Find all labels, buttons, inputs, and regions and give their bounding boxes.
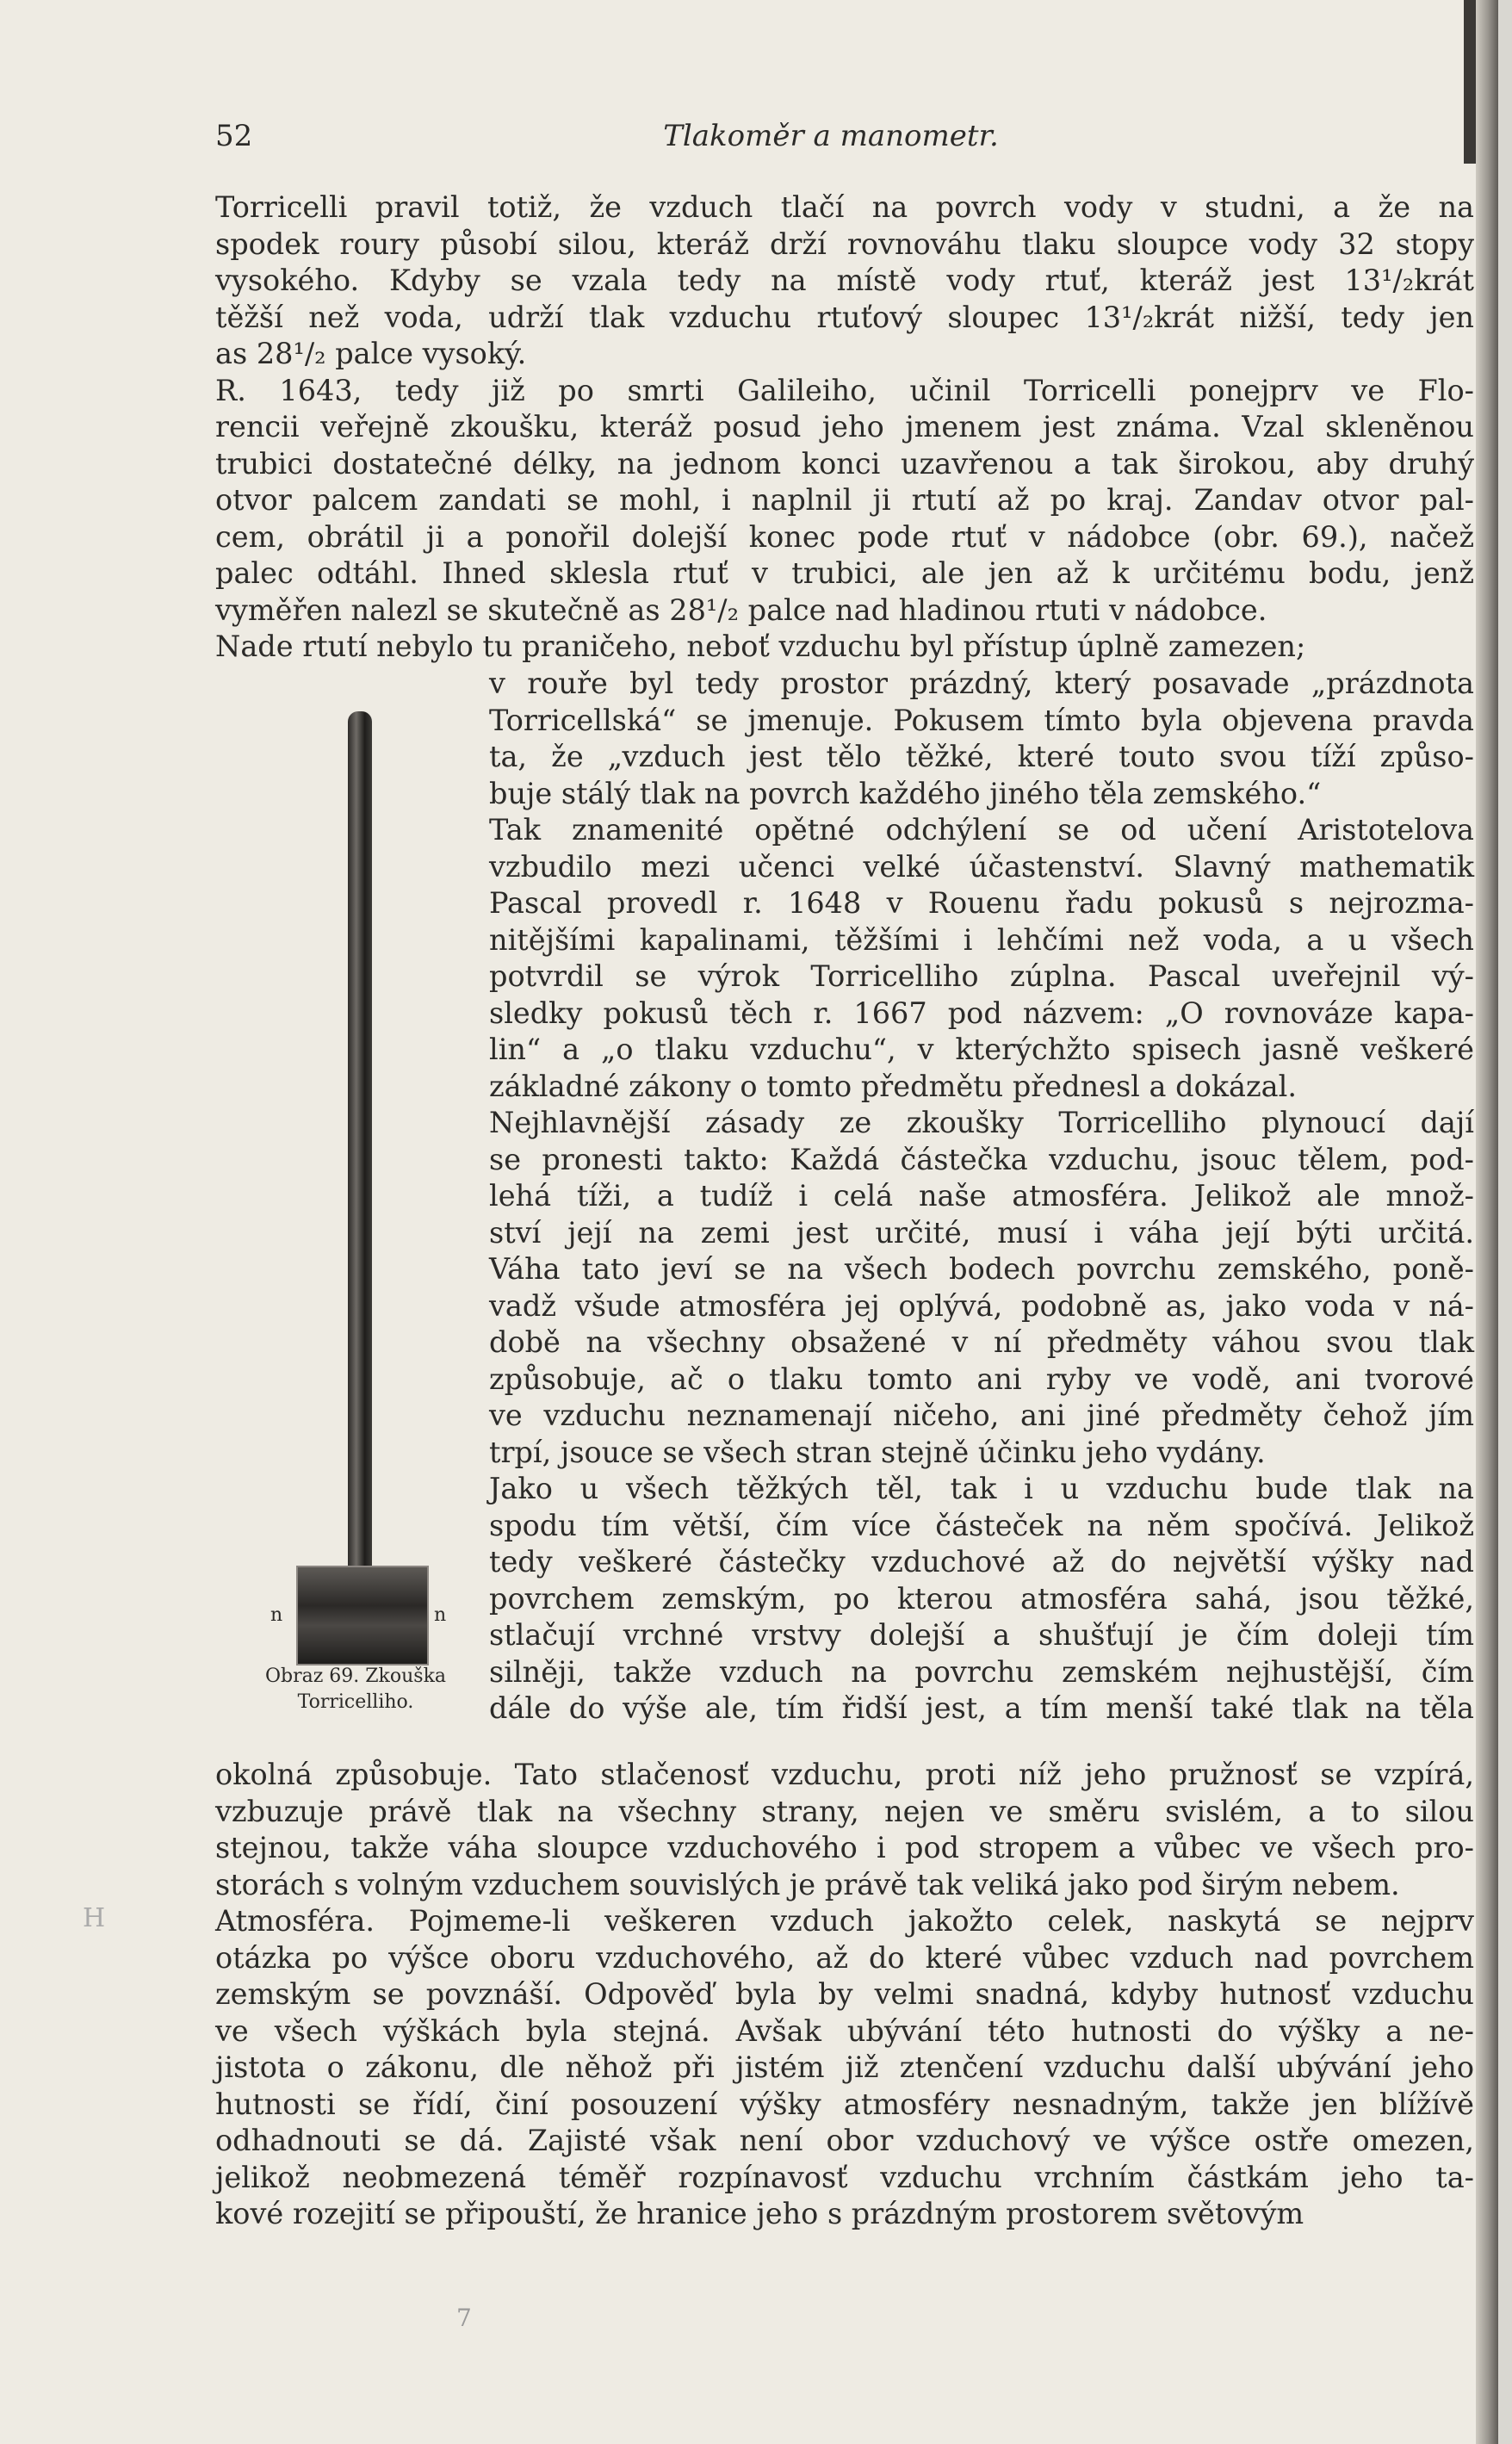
text-line: nitějšími kapalinami, těžšími i lehčími než voda, a u všech	[489, 922, 1474, 957]
caption-line-1: Obraz 69. Zkouška	[264, 1666, 447, 1687]
text-line: jistota o zákonu, dle něhož při jistém již ztenčení vzduchu další ubývání jeho	[215, 2050, 1474, 2084]
text-line: jelikož neobmezená téměř rozpínavosť vzduchu vrchním částkám jeho ta-	[215, 2160, 1474, 2194]
text-line: cem, obrátil ji a ponořil dolejší konec pode rtuť v nádobce (obr. 69.), načež	[215, 519, 1474, 554]
text-line: ství její na zemi jest určité, musí i váha její býti určitá.	[489, 1215, 1474, 1250]
text-line: otvor palcem zandati se mohl, i naplnil ji rtutí až po kraj. Zandav otvor pal-	[215, 483, 1474, 517]
text-line: se pronesti takto: Každá částečka vzduchu, jsouc tělem, pod-	[489, 1142, 1474, 1176]
text-line: okolná způsobuje. Tato stlačenosť vzduchu, proti níž jeho pružnosť se vzpírá,	[215, 1758, 1474, 1791]
text-line: lin“ a „o tlaku vzduchu“, v kterýchžto spisech jasně veškeré	[489, 1033, 1474, 1066]
text-line: vzbuzuje právě tlak na všechny strany, nejen ve směru svislém, a to silou	[215, 1794, 1474, 1828]
text-line: Torricelli pravil totiž, že vzduch tlačí na povrch vody v studni, a že na	[215, 190, 1474, 224]
text-line: zemským se povznáší. Odpověď byla by velmi snadná, kdyby hutnosť vzduchu	[215, 1977, 1474, 2011]
caption-line-2: Torricelliho.	[297, 1691, 414, 1713]
text-block-beside-figure	[489, 666, 1474, 1728]
text-line: základné zákony o tomto předmětu přednesl a dokázal.	[489, 1069, 1298, 1103]
text-line: spodu tím větší, čím více částeček na něm spočívá. Jelikož	[489, 1508, 1474, 1542]
text-line: Atmosféra. Pojmeme-li veškeren vzduch jakožto celek, naskytá se nejprv	[215, 1904, 1474, 1938]
text-line: otázka po výšce oboru vzduchového, až do které vůbec vzduch nad povrchem	[215, 1940, 1474, 1975]
text-line: způsobuje, ač o tlaku tomto ani ryby ve vodě, ani tvorové	[489, 1362, 1474, 1396]
text-line: rencii veřejně zkoušku, kteráž posud jeho jmenem jest známa. Vzal skleněnou	[215, 410, 1474, 444]
text-line: spodek roury působí silou, kteráž drží rovnováhu tlaku sloupce vody 32 stopy	[215, 226, 1474, 261]
text-line: vzbudilo mezi učenci velké účastenství. Slavný mathematik	[489, 849, 1474, 884]
margin-mark: H	[83, 1903, 106, 1933]
text-line: vysokého. Kdyby se vzala tedy na místě vody rtuť, kteráž jest 13¹/₂krát	[215, 264, 1474, 297]
text-line: Váha tato jeví se na všech bodech povrchu zemského, poně-	[489, 1252, 1474, 1286]
text-line: povrchem zemským, po kterou atmosféra sahá, jsou těžké,	[489, 1581, 1474, 1616]
text-block-bottom	[215, 1757, 1474, 2233]
text-line: silněji, takže vzduch na povrchu zemském nejhustější, čím	[489, 1654, 1474, 1689]
text-line: R. 1643, tedy již po smrti Galileiho, učinil Torricelli ponejprv ve Flo-	[215, 373, 1474, 407]
text-line: ve vzduchu neznamenají ničeho, ani jiné předměty čehož jím	[489, 1399, 1474, 1432]
text-line: době na všechny obsažené v ní předměty váhou svou tlak	[489, 1325, 1474, 1359]
book-spine	[1476, 0, 1498, 2444]
text-line: ve všech výškách byla stejná. Avšak ubývání této hutnosti do výšky a ne-	[215, 2013, 1474, 2048]
text-line: palec odtáhl. Ihned sklesla rtuť v trubici, ale jen až k určitému bodu, jenž	[215, 556, 1474, 590]
torricelli-figure	[258, 704, 456, 1738]
text-line: Pascal provedl r. 1648 v Rouenu řadu pokusů s nejrozma-	[489, 886, 1474, 920]
text-line: stlačují vrchné vrstvy dolejší a shušťují je čím doleji tím	[489, 1618, 1474, 1652]
mercury-dish	[296, 1566, 429, 1666]
text-line: kové rozejití se připouští, že hranice jeho s prázdným prostorem světovým	[215, 2197, 1304, 2230]
mercury-level-label-right: n	[434, 1604, 447, 1626]
text-line: v rouře byl tedy prostor prázdný, který posavade „prázdnota	[489, 667, 1474, 700]
text-line: buje stálý tlak na povrch každého jiného těla zemského.“	[489, 776, 1322, 810]
text-line: sledky pokusů těch r. 1667 pod názvem: „O rovnováze kapa-	[489, 996, 1474, 1030]
text-line: tedy veškeré částečky vzduchové až do největší výšky nad	[489, 1545, 1474, 1579]
text-line: stejnou, takže váha sloupce vzduchového i pod stropem a vůbec ve všech pro-	[215, 1831, 1474, 1864]
text-line: Jako u všech těžkých těl, tak i u vzduchu bude tlak na	[489, 1472, 1474, 1505]
text-line: Nade rtutí nebylo tu praničeho, neboť vzduchu byl přístup úplně zamezen;	[215, 630, 1306, 663]
bottom-mark: 7	[456, 2304, 472, 2332]
text-line: lehá tíži, a tudíž i celá naše atmosféra. Jelikož ale množ-	[489, 1179, 1474, 1213]
text-line: odhadnouti se dá. Zajisté však není obor vzduchový ve výšce ostře omezen,	[215, 2124, 1474, 2157]
text-line: Torricellská“ se jmenuje. Pokusem tímto byla objevena pravda	[489, 703, 1474, 737]
text-line: Nejhlavnější zásady ze zkoušky Torricelliho plynoucí dají	[489, 1106, 1474, 1139]
text-line: vyměřen nalezl se skutečně as 28¹/₂ palce nad hladinou rtuti v nádobce.	[215, 592, 1267, 627]
text-block-top	[215, 189, 1474, 666]
text-line: trpí, jsouce se všech stran stejně účinku jeho vydány.	[489, 1435, 1266, 1469]
page-header	[215, 119, 1447, 162]
figure-caption	[231, 1664, 480, 1715]
text-line: dále do výše ale, tím řidší jest, a tím menší také tlak na těla	[489, 1691, 1474, 1725]
text-line: Tak znamenité opětné odchýlení se od učení Aristotelova	[489, 813, 1474, 847]
mercury-level-label-left: n	[270, 1604, 283, 1626]
page-number: 52	[215, 119, 253, 153]
text-line: trubici dostatečné délky, na jednom konci uzavřenou a tak širokou, aby druhý	[215, 446, 1474, 481]
text-line: storách s volným vzduchem souvislých je právě tak veliká jako pod širým nebem.	[215, 1867, 1400, 1901]
text-line: těžší než voda, udrží tlak vzduchu rtuťový sloupec 13¹/₂krát nižší, tedy jen	[215, 300, 1474, 334]
text-line: potvrdil se výrok Torricelliho zúplna. Pascal uveřejnil vý-	[489, 959, 1474, 993]
text-line: vadž všude atmosféra jej oplývá, podobně as, jako voda v ná-	[489, 1288, 1474, 1323]
text-line: ta, že „vzduch jest tělo těžké, které touto svou tíží způso-	[489, 740, 1474, 773]
barometer-tube	[348, 711, 372, 1590]
running-title: Tlakoměr a manometr.	[663, 119, 999, 153]
text-line: as 28¹/₂ palce vysoký.	[215, 337, 527, 370]
text-line: hutnosti se řídí, činí posouzení výšky atmosféry nesnadným, takže jen blížívě	[215, 2087, 1474, 2121]
